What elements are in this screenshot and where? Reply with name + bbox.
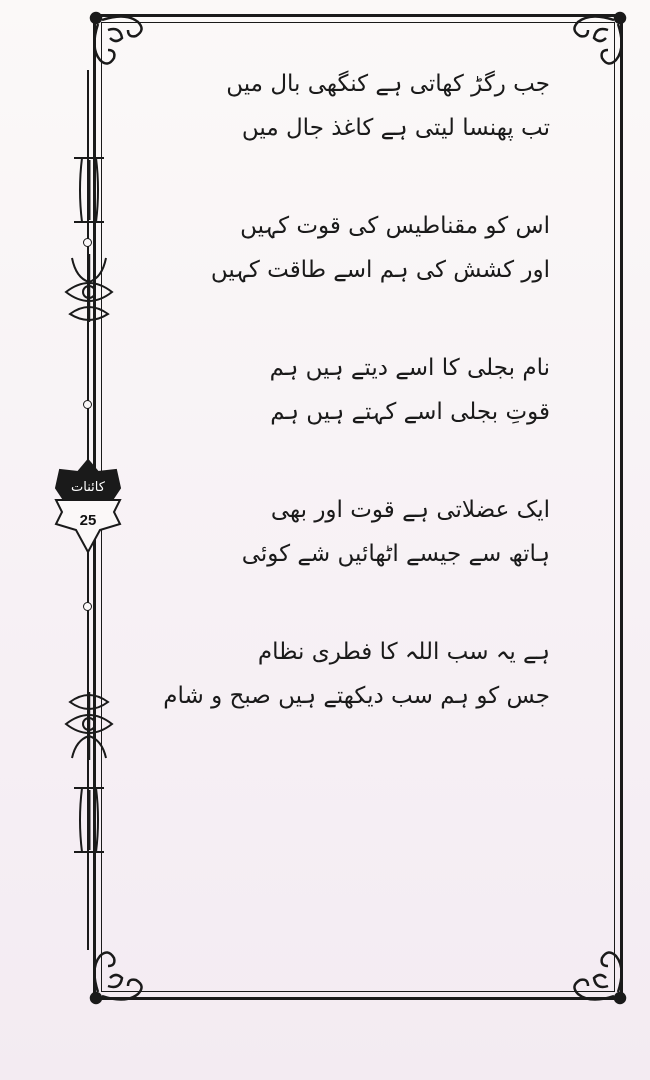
spine-knot-ornament	[62, 252, 116, 326]
poem-line: اس کو مقناطیس کی قوت کہیں	[240, 213, 550, 239]
poem-line: قوتِ بجلی اسے کہتے ہیں ہم	[270, 399, 550, 425]
corner-scroll-ornament	[86, 8, 156, 78]
spine-bar-ornament	[70, 780, 108, 860]
poem-line: اور کشش کی ہم اسے طاقت کہیں	[210, 257, 550, 283]
stanza	[150, 204, 550, 292]
poem-line: ایک عضلاتی ہے قوت اور بھی	[270, 497, 550, 523]
page-number-badge	[50, 458, 126, 554]
poem-line: ہے یہ سب اللہ کا فطری نظام	[257, 639, 550, 665]
corner-scroll-ornament	[560, 938, 630, 1008]
spine-knot-ornament	[62, 690, 116, 764]
stanza	[150, 62, 550, 150]
poem-line: نام بجلی کا اسے دیتے ہیں ہم	[269, 355, 550, 381]
poem-line: ہاتھ سے جیسے اٹھائیں شے کوئی	[241, 541, 550, 567]
stanza	[150, 630, 550, 718]
poem-line: جب رگڑ کھاتی ہے کنگھی بال میں	[226, 71, 550, 97]
stanza	[150, 488, 550, 576]
stanza	[150, 346, 550, 434]
corner-scroll-ornament	[560, 8, 630, 78]
badge-title: کائنات	[71, 480, 105, 495]
poem-line: تب پھنسا لیتی ہے کاغذ جال میں	[241, 115, 550, 141]
corner-scroll-ornament	[86, 938, 156, 1008]
spine-dot	[83, 400, 92, 409]
spine-dot	[83, 602, 92, 611]
poem-body	[150, 62, 550, 772]
poem-line: جس کو ہم سب دیکھتے ہیں صبح و شام	[163, 683, 550, 709]
page-number: 25	[79, 512, 97, 529]
spine-bar-ornament	[70, 150, 108, 230]
spine-dot	[83, 238, 92, 247]
